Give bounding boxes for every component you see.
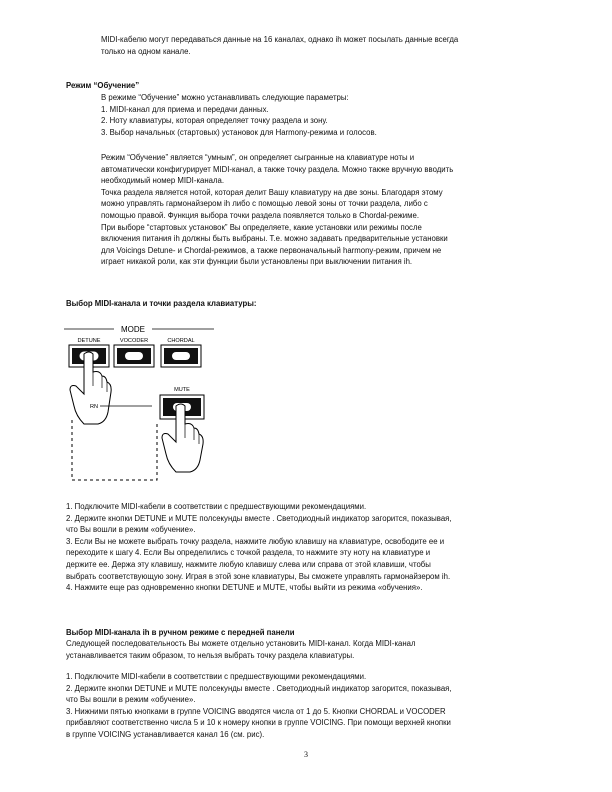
text-line: только на одном канале. <box>101 46 191 56</box>
text-line: для Voicings Detune- и Chordal-режимов, а также первоначальный harmony-режим, причем не <box>101 245 442 255</box>
partial-label: RN <box>90 404 99 410</box>
text-line: 3. Нижними пятью кнопками в группе VOICING вводятся числа от 1 до 5. Кнопки CHORDAL и VOCODER <box>66 706 446 716</box>
learn-mode-params <box>101 92 377 138</box>
learn-mode-heading: Режим “Обучение” <box>66 81 140 90</box>
text-line: MIDI-кабелю могут передаваться данные на 16 каналах, однако ih может посылать данные всегда <box>101 35 459 44</box>
text-line: Точка раздела является нотой, которая делит Вашу клавиатуру на две зоны. Благодаря этому <box>101 187 443 197</box>
text-line: 2. Ноту клавиатуры, которая определяет точку раздела и зону. <box>101 116 328 126</box>
mode-label: MODE <box>121 325 145 334</box>
text-line: что Вы вошли в режим «обучение». <box>66 695 196 705</box>
split-section-heading: Выбор MIDI-канала и точки раздела клавиатуры: <box>66 299 257 308</box>
text-line: При выборе “стартовых установок” Вы определяете, какие установки или режимы после <box>101 222 422 232</box>
text-line: 3. Выбор начальных (стартовых) установок для Harmony-режима и голосов. <box>101 127 377 137</box>
detune-label: DETUNE <box>77 338 101 344</box>
text-line: автоматически конфигурирует MIDI-канал, а также точку раздела. Можно также вручную вводить <box>101 164 454 174</box>
chordal-button[interactable] <box>161 345 201 367</box>
text-line: 2. Держите кнопки DETUNE и MUTE полсекунды вместе . Светодиодный индикатор загорится, показывая, <box>66 683 452 693</box>
learn-mode-body <box>101 152 453 268</box>
mute-label: MUTE <box>174 387 190 393</box>
text-line: 1. MIDI-канал для приема и передачи данных. <box>101 104 269 114</box>
text-line: переходите к шагу 4. Если Вы определились с точкой раздела, то нажмите эту ноту на клавиатуре и <box>66 548 431 558</box>
text-line: 3. Если Вы не можете выбрать точку раздела, нажмите любую клавишу на клавиатуре, освободите ее и <box>66 536 445 546</box>
text-line: Режим “Обучение” является “умным”, он определяет сыгранные на клавиатуре ноты и <box>101 153 415 162</box>
text-line: играет никакой роли, как эти функции были установлены при выключении питания ih. <box>101 257 413 267</box>
text-line: 1. Подключите MIDI-кабели в соответствии с предшествующими рекомендациями. <box>66 502 367 511</box>
text-line: В режиме “Обучение” можно устанавливать следующие параметры: <box>101 93 349 102</box>
text-line: помощью правой. Функция выбора точки раздела появляется только в Chordal-режиме. <box>101 210 420 220</box>
manual-section-heading: Выбор MIDI-канала ih в ручном режиме с передней панели <box>66 628 295 637</box>
text-line: 4. Нажмите еще раз одновременно кнопки DETUNE и MUTE, чтобы выйти из режима «обучения». <box>66 583 423 593</box>
text-line: Следующей последовательность Вы можете отдельно установить MIDI-канал. Когда MIDI-канал <box>66 639 416 648</box>
chordal-label: CHORDAL <box>167 338 195 344</box>
text-line: 1. Подключите MIDI-кабели в соответствии с предшествующими рекомендациями. <box>66 672 367 681</box>
manual-section-intro <box>66 638 416 661</box>
text-line: устанавливается таким образом, то нельзя выбрать точку раздела клавиатуры. <box>66 650 355 660</box>
vocoder-button[interactable] <box>114 345 154 367</box>
text-line: 2. Держите кнопки DETUNE и MUTE полсекунды вместе . Светодиодный индикатор загорится, показывая, <box>66 513 452 523</box>
page-number: 3 <box>304 750 308 759</box>
manual-section-steps <box>66 671 452 741</box>
text-line: выбрать соответствующую зону. Играя в этой зоне клавиатуры, Вы сможете управлять гармонайзером ih. <box>66 571 451 581</box>
text-line: можно управлять гармонайзером ih либо с помощью левой зоны от точки раздела, либо с <box>101 199 428 209</box>
intro-paragraph <box>101 34 458 57</box>
vocoder-label: VOCODER <box>119 338 149 344</box>
text-line: в группе VOICING устанавливается канал 16 (см. рис). <box>66 729 265 739</box>
text-line: включения питания ih должны быть выбраны. Т.е. можно задавать предварительные установки <box>101 234 448 244</box>
text-line: необходимый номер MIDI-канала. <box>101 176 225 186</box>
mode-buttons-figure <box>62 320 222 495</box>
text-line: что Вы вошли в режим «обучение». <box>66 525 196 535</box>
split-section-steps <box>66 501 452 594</box>
text-line: прибавляют соответственно числа 5 и 10 к номеру кнопки в группе VOICING. При помощи верхней кнопки <box>66 718 451 728</box>
text-line: держите ее. Держа эту клавишу, нажмите любую клавишу слева или справа от этой клавиши, чтобы <box>66 559 431 569</box>
